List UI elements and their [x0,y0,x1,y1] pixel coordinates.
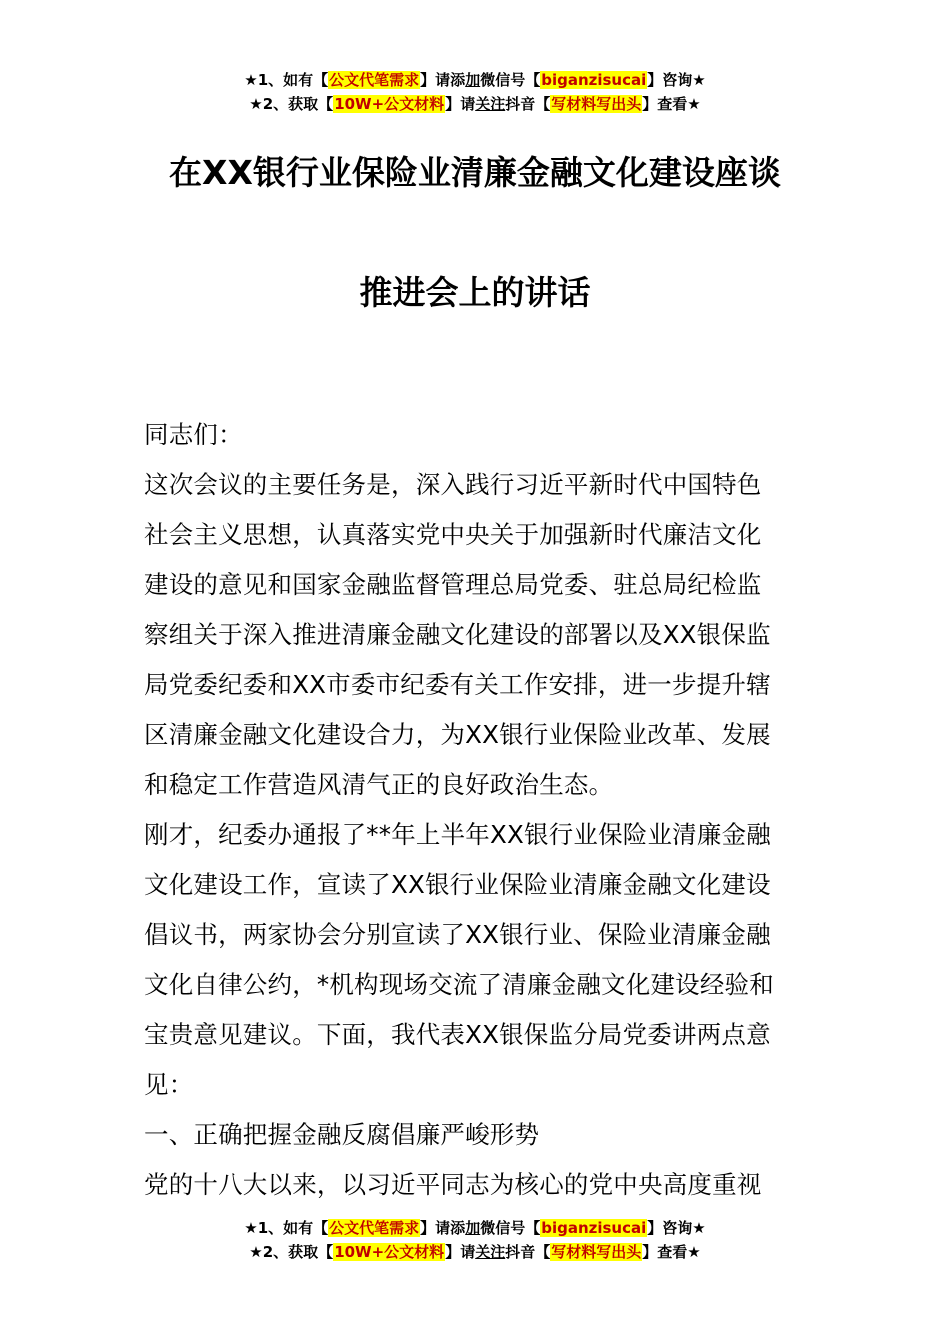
banner-line-1: ★1、如有【公文代笔需求】请添加微信号【biganzisucai】咨询★ [244,71,706,89]
paragraph-3: 党的十八大以来，以习近平同志为核心的党中央高度重视 [144,1170,762,1199]
banner-highlight-douyin: 写材料写出头 [551,95,642,113]
banner-line-1: ★1、如有【公文代笔需求】请添加微信号【biganzisucai】咨询★ [244,1219,706,1237]
page-title-line-1: 在XX银行业保险业清廉金融文化建设座谈 [169,153,781,192]
banner-highlight-ghostwriting: 公文代笔需求 [329,1219,420,1237]
banner-highlight-wechat-id: biganzisucai [541,1219,647,1237]
salutation: 同志们： [144,420,243,449]
banner-line-2: ★2、获取【10W+公文材料】请关注抖音【写材料写出头】查看★ [249,95,701,113]
banner-highlight-materials: 10W+公文材料 [334,95,445,113]
page-title-line-2: 推进会上的讲话 [359,273,591,312]
banner-highlight-wechat-id: biganzisucai [541,71,647,89]
banner-highlight-douyin: 写材料写出头 [551,1243,642,1261]
bottom-banner [0,1216,950,1264]
banner-highlight-ghostwriting: 公文代笔需求 [329,71,420,89]
paragraph-2: 刚才，纪委办通报了**年上半年XX银行业保险业清廉金融 文化建设工作，宣读了XX银行业保险业清廉金融文化建设 倡议书，两家协会分别宣读了XX银行业、保险业清廉金融 文化自律公约，*机构现场交流了清廉金融文化建设经验和 宝贵意见建议。下面，我代表XX银保监分局党委讲两点意 见： [144,820,774,1099]
section-heading-1: 一、正确把握金融反腐倡廉严峻形势 [144,1120,540,1149]
speech-body [144,410,808,1210]
paragraph-1: 这次会议的主要任务是，深入践行习近平新时代中国特色 社会主义思想，认真落实党中央关于加强新时代廉洁文化 建设的意见和国家金融监督管理总局党委、驻总局纪检监 察组关于深入推进清廉金融文化建设的部署以及XX银保监 局党委纪委和XX市委市纪委有关工作安排，进一步提升辖 区清廉金融文化建设合力，为XX银行业保险业改革、发展 和稳定工作营造风清气正的良好政治生态。 [144,470,771,799]
banner-line-2: ★2、获取【10W+公文材料】请关注抖音【写材料写出头】查看★ [249,1243,701,1261]
top-banner [0,68,950,116]
banner-highlight-materials: 10W+公文材料 [334,1243,445,1261]
